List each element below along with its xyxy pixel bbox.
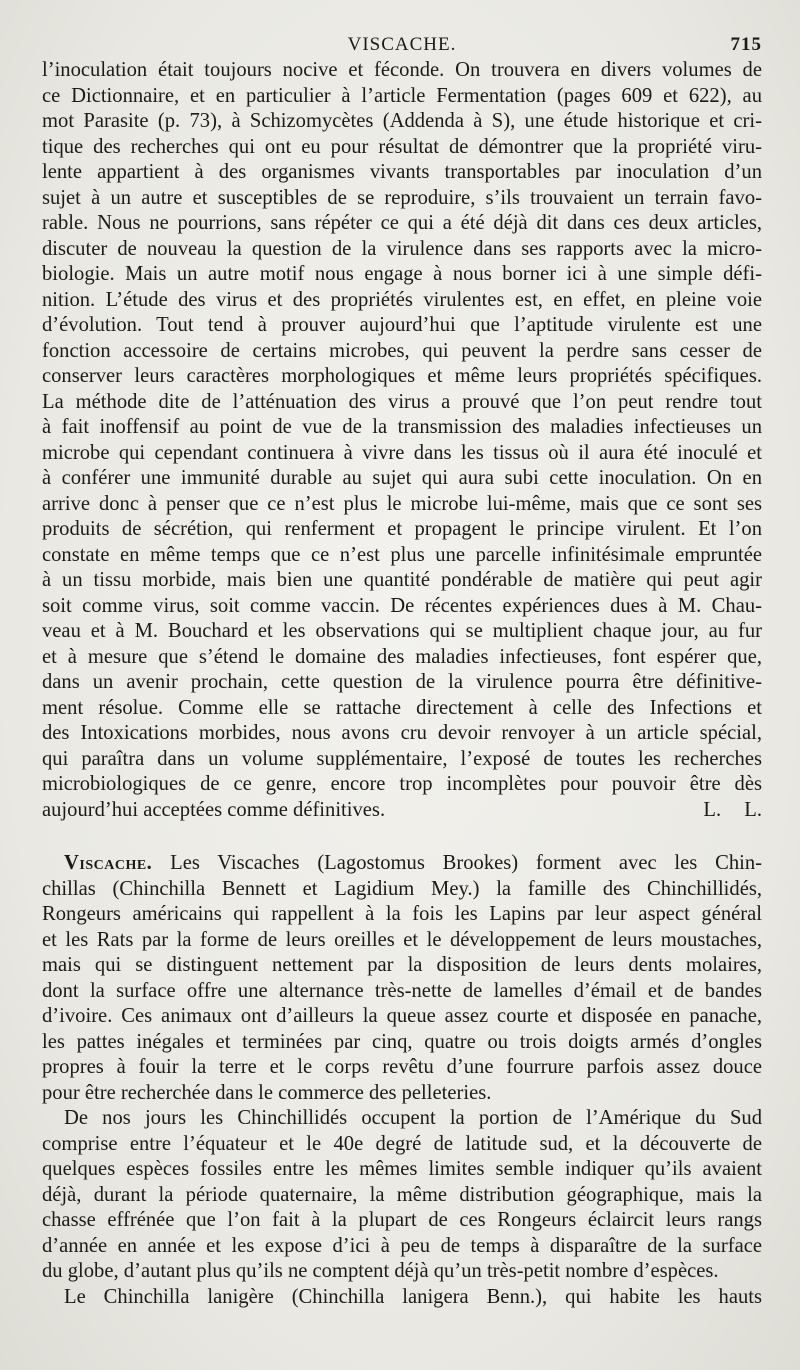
text-line: aujourd’hui acceptées comme définitives. xyxy=(42,798,386,821)
text-line: arrive donc à penser que ce n’est plus le microbe lui-même, mais que ce sont ses xyxy=(42,492,762,515)
text-line: d’ivoire. Ces animaux ont d’ailleurs la queue assez courte et disposée en panache, xyxy=(42,1005,762,1027)
text-line: comprise entre l’équateur et le 40e degré de latitude sud, et la découverte de xyxy=(42,1132,762,1155)
text-line: et les Rats par la forme de leurs oreilles et le développement de leurs moustaches, xyxy=(42,928,762,951)
text-line: mais qui se distinguent nettement par la disposition de leurs dents molaires, xyxy=(42,954,762,976)
text-line: produits de sécrétion, qui renferment et propagent le principe virulent. Et l’on xyxy=(42,518,762,540)
text-line: De nos jours les Chinchillidés occupent la portion de l’Amérique du Sud xyxy=(64,1107,762,1129)
text-line: rable. Nous ne pourrions, sans répéter ce qui a été déjà dit dans ces deux articles, xyxy=(42,212,762,234)
text-line: ce Dictionnaire, et en particulier à l’article Fermentation (pages 609 et 622), au xyxy=(42,84,762,107)
closing-line xyxy=(42,798,762,824)
text-line: propres à fouir la terre et le corps revêtu d’une fourrure parfois assez douce xyxy=(42,1056,762,1078)
text-line: conserver leurs caractères morphologiques et même leurs propriétés spécifiques. xyxy=(42,365,762,387)
entry-headword: Viscache. xyxy=(64,852,153,874)
text-line: l’inoculation était toujours nocive et féconde. On trouvera en divers volumes de xyxy=(42,59,762,81)
text-line: sujet à un autre et susceptibles de se reproduire, s’ils trouvaient un terrain favo- xyxy=(42,186,762,209)
paragraph-viscache-entry xyxy=(42,851,762,1106)
text-line: dont la surface offre une alternance très-nette de lamelles d’émail et de bandes xyxy=(42,979,762,1002)
text-line: dans un avenir prochain, cette question de la virulence pourra être définitive- xyxy=(42,671,762,693)
text-line: à un tissu morbide, mais bien une quantité pondérable de matière qui peut agir xyxy=(42,569,762,591)
text-line: nition. L’étude des virus et des propriétés virulentes est, en effet, en pleine voie xyxy=(42,288,762,311)
section-gap xyxy=(42,823,762,851)
text-line: mot Parasite (p. 73), à Schizomycètes (Addenda à S), une étude historique et cri- xyxy=(42,110,762,132)
text-line: discuter de nouveau la question de la virulence dans ses rapports avec la micro- xyxy=(42,237,762,260)
text-line: du globe, d’autant plus qu’ils ne comptent déjà qu’un très-petit nombre d’espèces. xyxy=(42,1260,719,1282)
paragraph-chinchilla xyxy=(42,1285,762,1311)
text-line: à fait inoffensif au point de vue de la transmission des maladies infectieuses un xyxy=(42,416,762,438)
paragraph-virulence-conclusion xyxy=(42,58,762,823)
text-line: déjà, durant la période quaternaire, la même distribution géographique, mais la xyxy=(42,1183,762,1206)
text-line: d’évolution. Tout tend à prouver aujourd’hui que l’aptitude virulente est une xyxy=(42,314,762,336)
text-line: des Intoxications morbides, nous avons cru devoir renvoyer à un article spécial, xyxy=(42,722,762,744)
text-line: biologie. Mais un autre motif nous engage à nous borner ici à une simple défi- xyxy=(42,263,762,285)
text-line: ment résolue. Comme elle se rattache directement à celle des Infections et xyxy=(42,696,762,719)
text-line: lente appartient à des organismes vivants transportables par inoculation d’un xyxy=(42,161,762,183)
text-line: Les Viscaches (Lagostomus Brookes) forment avec les Chin- xyxy=(170,852,762,874)
text-line: quelques espèces fossiles entre les mêmes limites semble indiquer qu’ils avaient xyxy=(42,1158,762,1180)
text-line: à conférer une immunité durable au sujet qui aura subi cette inoculation. On en xyxy=(42,467,762,489)
body-text xyxy=(42,58,762,1310)
author-signature: L. L. xyxy=(703,798,762,821)
text-line: Rongeurs américains qui rappellent à la fois les Lapins par leur aspect général xyxy=(42,903,762,925)
text-line: les pattes inégales et terminées par cinq, quatre ou trois doigts armés d’ongles xyxy=(42,1030,762,1053)
text-line: constate en même temps que ce n’est plus une parcelle infinitésimale empruntée xyxy=(42,543,762,566)
text-line: soit comme virus, soit comme vaccin. De récentes expériences dues à M. Chau- xyxy=(42,594,762,617)
text-line: tique des recherches qui ont eu pour résultat de démontrer que la propriété viru- xyxy=(42,135,762,158)
entry-first-line xyxy=(42,851,762,877)
running-head xyxy=(42,28,762,58)
text-line: La méthode dite de l’atténuation des virus a prouvé que l’on peut rendre tout xyxy=(42,390,762,413)
text-line: microbe qui cependant continuera à vivre dans les tissus où il aura été inoculé et xyxy=(42,441,762,464)
text-line: fonction accessoire de certains microbes, qui peuvent la perdre sans cesser de xyxy=(42,339,762,362)
page-number: 715 xyxy=(730,34,762,55)
text-line: microbiologiques de ce genre, encore trop incomplètes pour pouvoir être dès xyxy=(42,773,762,795)
text-line: Le Chinchilla lanigère (Chinchilla lanigera Benn.), qui habite les hauts xyxy=(64,1285,762,1308)
text-line: chasse effrénée que l’on fait à la plupart de ces Rongeurs éclaircit leurs rangs xyxy=(42,1209,762,1231)
text-line: chillas (Chinchilla Bennett et Lagidium Mey.) la famille des Chinchillidés, xyxy=(42,877,762,900)
running-title: VISCACHE. xyxy=(347,34,457,55)
text-line: qui paraîtra dans un volume supplémentaire, l’exposé de toutes les recherches xyxy=(42,747,762,770)
paragraph-distribution xyxy=(42,1106,762,1285)
text-line: pour être recherchée dans le commerce des pelleteries. xyxy=(42,1081,492,1104)
text-line: d’année en année et les expose d’ici à peu de temps à disparaître de la surface xyxy=(42,1234,762,1257)
text-line: et à mesure que s’étend le domaine des maladies infectieuses, font espérer que, xyxy=(42,645,762,668)
text-line: veau et à M. Bouchard et les observations qui se multiplient chaque jour, au fur xyxy=(42,620,762,642)
